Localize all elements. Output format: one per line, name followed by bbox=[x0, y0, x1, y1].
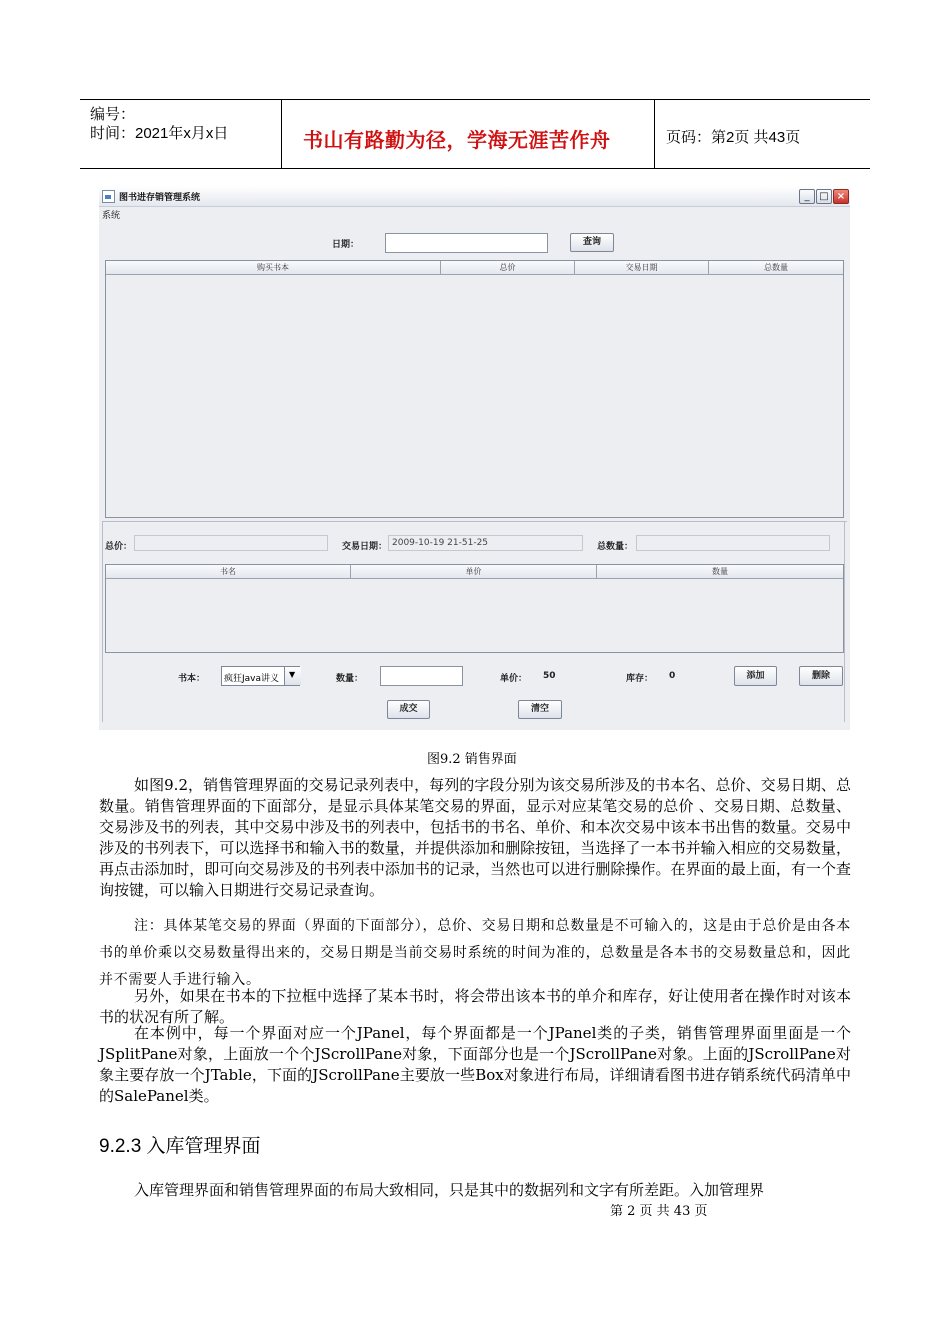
paragraph-text: 入库管理界面和销售管理界面的布局大致相同，只是其中的数据列和文字有所差距。入加管理界 bbox=[134, 1181, 765, 1199]
column-header[interactable]: 购买书本 bbox=[106, 261, 441, 275]
qty-input[interactable] bbox=[380, 666, 463, 686]
transaction-table[interactable] bbox=[105, 260, 844, 518]
book-label: 书本： bbox=[178, 674, 206, 684]
combo-arrow-button[interactable] bbox=[284, 667, 301, 685]
note-text: 注：具体某笔交易的界面（界面的下面部分），总价、交易日期和总数量是不可输入的，这是由于总价是由各本书的单价乘以交易数量得出来的，交易日期是当前交易时系统的时间为准的，总数量是各本书的交易数量总和，因此并不需要人手进行输入。 bbox=[99, 918, 851, 988]
date-input[interactable] bbox=[385, 233, 548, 253]
paragraph-text: 在本例中，每一个界面对应一个JPanel，每个界面都是一个JPanel类的子类，销售管理界面里面是一个JSplitPane对象，上面放一个个JScrollPane对象，下面部分也是一个JScrollPane对象。上面的JScrollPane对象主要存放一个JTable，下面的JScrollPane主要放一些Box对象进行布局，详细请看图书进存销系统代码清单中的SalePanel类。 bbox=[99, 1024, 851, 1105]
sales-window bbox=[99, 186, 850, 730]
column-header[interactable]: 单价 bbox=[351, 565, 597, 579]
book-combobox-value: 疯狂Java讲义 bbox=[224, 674, 280, 684]
trade-date-field: 2009-10-19 21-51-25 bbox=[388, 535, 583, 551]
book-items-table-body bbox=[106, 579, 843, 652]
menu-system[interactable]: 系统 bbox=[102, 211, 121, 221]
header-time-label: 时间：2021年x月x日 bbox=[90, 125, 229, 142]
total-price-field bbox=[134, 535, 328, 551]
delete-button[interactable]: 删除 bbox=[799, 666, 843, 686]
minimize-icon: _ bbox=[804, 191, 810, 202]
window-title: 图书进存销管理系统 bbox=[119, 193, 201, 203]
add-button[interactable]: 添加 bbox=[734, 666, 777, 686]
qty-label: 数量： bbox=[336, 674, 364, 684]
paragraph-text: 另外，如果在书本的下拉框中选择了某本书时，将会带出该本书的单介和库存，好让使用者在操作时对该本书的状况有所了解。 bbox=[99, 987, 851, 1026]
header-number-label: 编号： bbox=[90, 106, 136, 123]
body-paragraph bbox=[99, 1180, 851, 1201]
page-header bbox=[80, 99, 870, 169]
total-qty-label: 总数量： bbox=[597, 542, 634, 552]
panel-border bbox=[844, 522, 845, 722]
deal-button[interactable]: 成交 bbox=[387, 700, 430, 719]
page-footer: 第 2 页 共 43 页 bbox=[610, 1204, 708, 1219]
body-paragraph bbox=[99, 775, 851, 901]
query-button[interactable]: 查询 bbox=[570, 233, 614, 252]
split-divider[interactable] bbox=[102, 521, 847, 522]
column-header[interactable]: 书名 bbox=[106, 565, 351, 579]
figure-caption: 图9.2 销售界面 bbox=[427, 752, 517, 767]
date-label: 日期： bbox=[332, 240, 360, 250]
app-icon bbox=[102, 190, 115, 203]
body-paragraph bbox=[99, 986, 851, 1028]
chevron-down-icon: ▼ bbox=[289, 670, 296, 679]
column-header[interactable]: 总数量 bbox=[709, 261, 843, 275]
total-qty-field bbox=[636, 535, 830, 551]
header-motto: 书山有路勤为径，学海无涯苦作舟 bbox=[303, 128, 611, 152]
header-page-label: 页码：第2页 共43页 bbox=[666, 129, 801, 146]
total-price-label: 总价： bbox=[105, 542, 133, 552]
panel-border bbox=[102, 522, 103, 722]
section-heading: 9.2.3 入库管理界面 bbox=[99, 1136, 261, 1157]
clear-button[interactable]: 清空 bbox=[518, 700, 562, 719]
book-items-table[interactable] bbox=[105, 564, 844, 653]
unit-price-label: 单价： bbox=[500, 674, 528, 684]
header-divider bbox=[654, 100, 655, 168]
unit-price-value: 50 bbox=[543, 671, 556, 681]
note-paragraph bbox=[99, 913, 851, 994]
close-icon: × bbox=[836, 191, 846, 202]
header-divider bbox=[281, 100, 282, 168]
column-header[interactable]: 总价 bbox=[441, 261, 575, 275]
stock-value: 0 bbox=[669, 671, 676, 681]
close-button[interactable] bbox=[833, 189, 849, 204]
trade-date-label: 交易日期： bbox=[342, 542, 388, 552]
maximize-button[interactable] bbox=[816, 189, 832, 204]
maximize-icon: □ bbox=[819, 191, 829, 202]
column-header[interactable]: 交易日期 bbox=[575, 261, 709, 275]
book-combobox[interactable] bbox=[221, 666, 300, 686]
paragraph-text: 如图9.2，销售管理界面的交易记录列表中，每列的字段分别为该交易所涉及的书本名、总价、交易日期、总数量。销售管理界面的下面部分，是显示具体某笔交易的界面，显示对应某笔交易的总价 、交易日期、总数量、交易涉及书的列表，其中交易中涉及书的列表中，包括书的书名、单价、和本次交易中该本书出售的数量。交易中涉及的书列表下，可以选择书和输入书的数量，并提供添加和删除按钮，当选择了一本书并输入相应的交易数量，再点击添加时，即可向交易涉及的书列表中添加书的记录，当然也可以进行删除操作。在界面的最上面，有一个查询按键，可以输入日期进行交易记录查询。 bbox=[99, 776, 851, 899]
stock-label: 库存： bbox=[626, 674, 654, 684]
window-titlebar bbox=[99, 186, 850, 207]
column-header[interactable]: 数量 bbox=[597, 565, 843, 579]
minimize-button[interactable] bbox=[799, 189, 815, 204]
transaction-table-body bbox=[106, 275, 843, 517]
body-paragraph bbox=[99, 1023, 851, 1107]
